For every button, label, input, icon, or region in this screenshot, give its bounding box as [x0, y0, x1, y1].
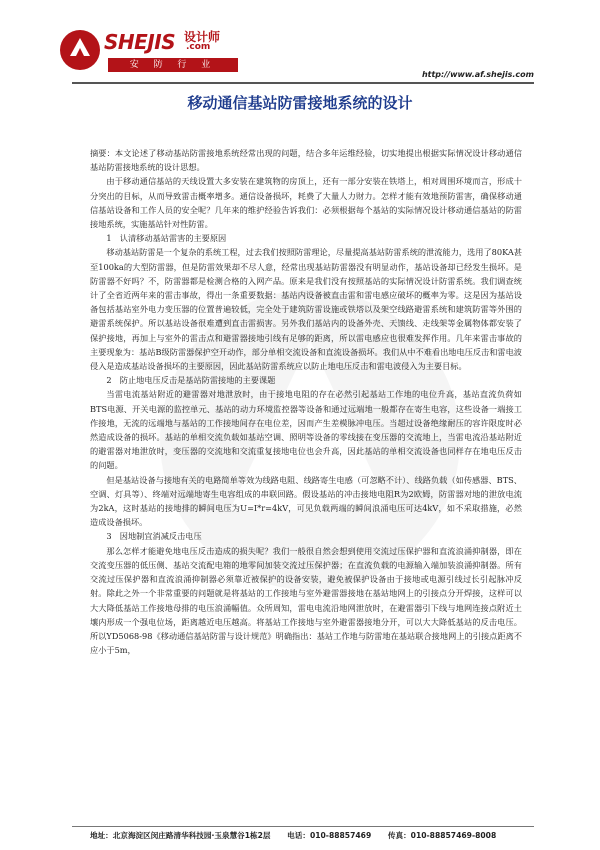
- section-heading: 1 认清移动基站雷害的主要原因: [106, 233, 227, 244]
- logo-text-en: SHEJIS: [104, 30, 176, 54]
- logo-text-cn: 设计师: [184, 30, 221, 44]
- logo-mark-icon: [58, 28, 102, 72]
- site-url[interactable]: http://www.af.shejis.com: [421, 70, 534, 79]
- body-paragraph: 由于移动通信基站的天线设置大多安装在建筑物的房顶上，还有一部分安装在铁塔上，相对周围环境而言，形成十分突出的目标，从而导致雷击概率增多。通信设备损坏，耗费了大量人力财力。怎样才能有效地预防雷害，确保移动通信基站设备和工作人员的安全呢？几年来的维护经验告诉我们：必须根据每个基站的实际情况设计移动通信基站的防雷接地系统，实施基站针对性防雷。: [90, 176, 522, 230]
- body-paragraph: 当雷电流基站附近的避雷器对地泄放时，由于接地电阻的存在必然引起基站工作地的电位升高，基站直流负荷如BTS电源、开关电源的监控单元、基站的动力环境监控器等设备和通过远端地一般都存在寄生电容，这些设备一端接工作接地，无流的远端地与基站的工作接地间存在电位差，因而产生差模脉冲电压。当超过设备绝缘耐压的容许限度时必然造成设备的损坏。基站的单相交流负载如基站空调、照明等设备的零线接在变压器的交流地上，当雷电流沿基站附近的避雷器对地泄放时，变压器的交流地和交流重复接地电位也会升高，因此基站的单相交流设备也同样存在地电压反击的问题。: [90, 389, 522, 471]
- page-footer: [90, 830, 530, 841]
- section-heading: 3 因地制宜消减反击电压: [106, 531, 202, 542]
- footer-fax: 传真：010-88857469-8008: [387, 831, 497, 840]
- page-header: [0, 0, 600, 86]
- body-paragraph: 移动基站防雷是一个复杂的系统工程，过去我们按照防雷理论，尽量提高基站防雷系统的泄流能力，选用了80KA甚至100ka的大型防雷器，但是防雷效果却不尽人意，经常出现基站防雷器没有明显动作，基站设备却已经发生损坏。是防雷器不好吗？不，防雷器都是检测合格的入网产品。原来是我们没有按照基站的实际情况设计防雷系统。我们调查统计了全省近两年来的雷击事故，得出一条重要数据：基站内设备被直击雷和雷电感应破坏的概率为零。这是因为基站设备包括基站室外电力变压器的位置普遍较低，完全处于建筑防雷设施或铁塔以及架空线路避雷系统和建筑防雷等外围的避雷系统保护。所以基站设备很难遭到直击雷损害。另外我们基站内的设备外壳、天馈线、走线架等金属物体都安装了保护接地，再加上与室外的雷击点和避雷器接地引线有足够的距离，所以雷电感应也很难发挥作用。几年来雷击事故的主要现象为：基站B级防雷器保护空开动作，部分单相交流设备和直流设备损坏。我们从中不难看出地电压反击和雷电波侵入是造成基站设备损坏的主要原因，因此基站防雷系统应以防止地电压反击和雷电波侵入为主要目标。: [90, 247, 522, 372]
- logo-text-com: .com: [186, 42, 211, 52]
- section-heading: 2 防止地电压反击是基站防雷接地的主要课题: [106, 375, 276, 386]
- abstract-paragraph: 摘要：本文论述了移动基站防雷接地系统经常出现的问题，结合多年运维经验，切实地提出根据实际情况设计移动通信基站防雷接地系统的设计思想。: [90, 148, 522, 173]
- header-divider: [72, 82, 534, 84]
- shejis-logo[interactable]: [58, 28, 248, 84]
- logo-tagline: 安 防 行 业: [108, 58, 238, 72]
- footer-phone: 电话：010-88857469: [287, 831, 372, 840]
- footer-address: 地址：北京海淀区闵庄路清华科技园·玉泉慧谷1栋2层: [90, 831, 271, 840]
- document-body: [90, 146, 522, 657]
- document-title: 移动通信基站防雷接地系统的设计: [187, 94, 413, 112]
- footer-divider: [72, 826, 534, 827]
- body-paragraph: 那么怎样才能避免地电压反击造成的损失呢？我们一般很自然会想到使用交流过压保护器和直流浪涌抑制器，即在交流变压器的低压侧、基站交流配电箱的地零间加装交流过压保护器；在直流负载的电源输入端加装浪涌抑制器。所有交流过压保护器和直流浪涌抑制器必须靠近被保护的设备安装，避免被保护设备由于接地或电源引线过长引起脉冲反射。除此之外一个非常重要的问题就是将基站的工作接地与室外避雷器接地在基站地网上的引接点分开焊接，这样可以大大降低基站工作接地母排的电压浪涌幅值。众所周知，雷电电流沿地网泄放时，在避雷器引下线与地网连接点附近土壤内形成一个强电位场，距离越近电压越高。将基站工作接地与室外避雷器接地分开，可以大大降低基站的反击电压。所以YD5068-98《移动通信基站防雷与设计规范》明确指出：基站工作地与防雷地在基站联合接地网上的引接点距离不应小于5m，: [90, 545, 522, 656]
- body-paragraph: 但是基站设备与接地有关的电路简单等效为线路电阻、线路寄生电感（可忽略不计）、线路负载（如传感器、BTS、空调、灯具等）、终端对远端地寄生电容组成的串联回路。假设基站的冲击接地电阻R为2欧姆，防雷器对地的泄放电流为2kA，这时基站的接地排的瞬间电压为U=I*r=4kV，可见负载两端的瞬间浪涌电压可达4kV，如不采取措施，必然造成设备损坏。: [90, 474, 522, 528]
